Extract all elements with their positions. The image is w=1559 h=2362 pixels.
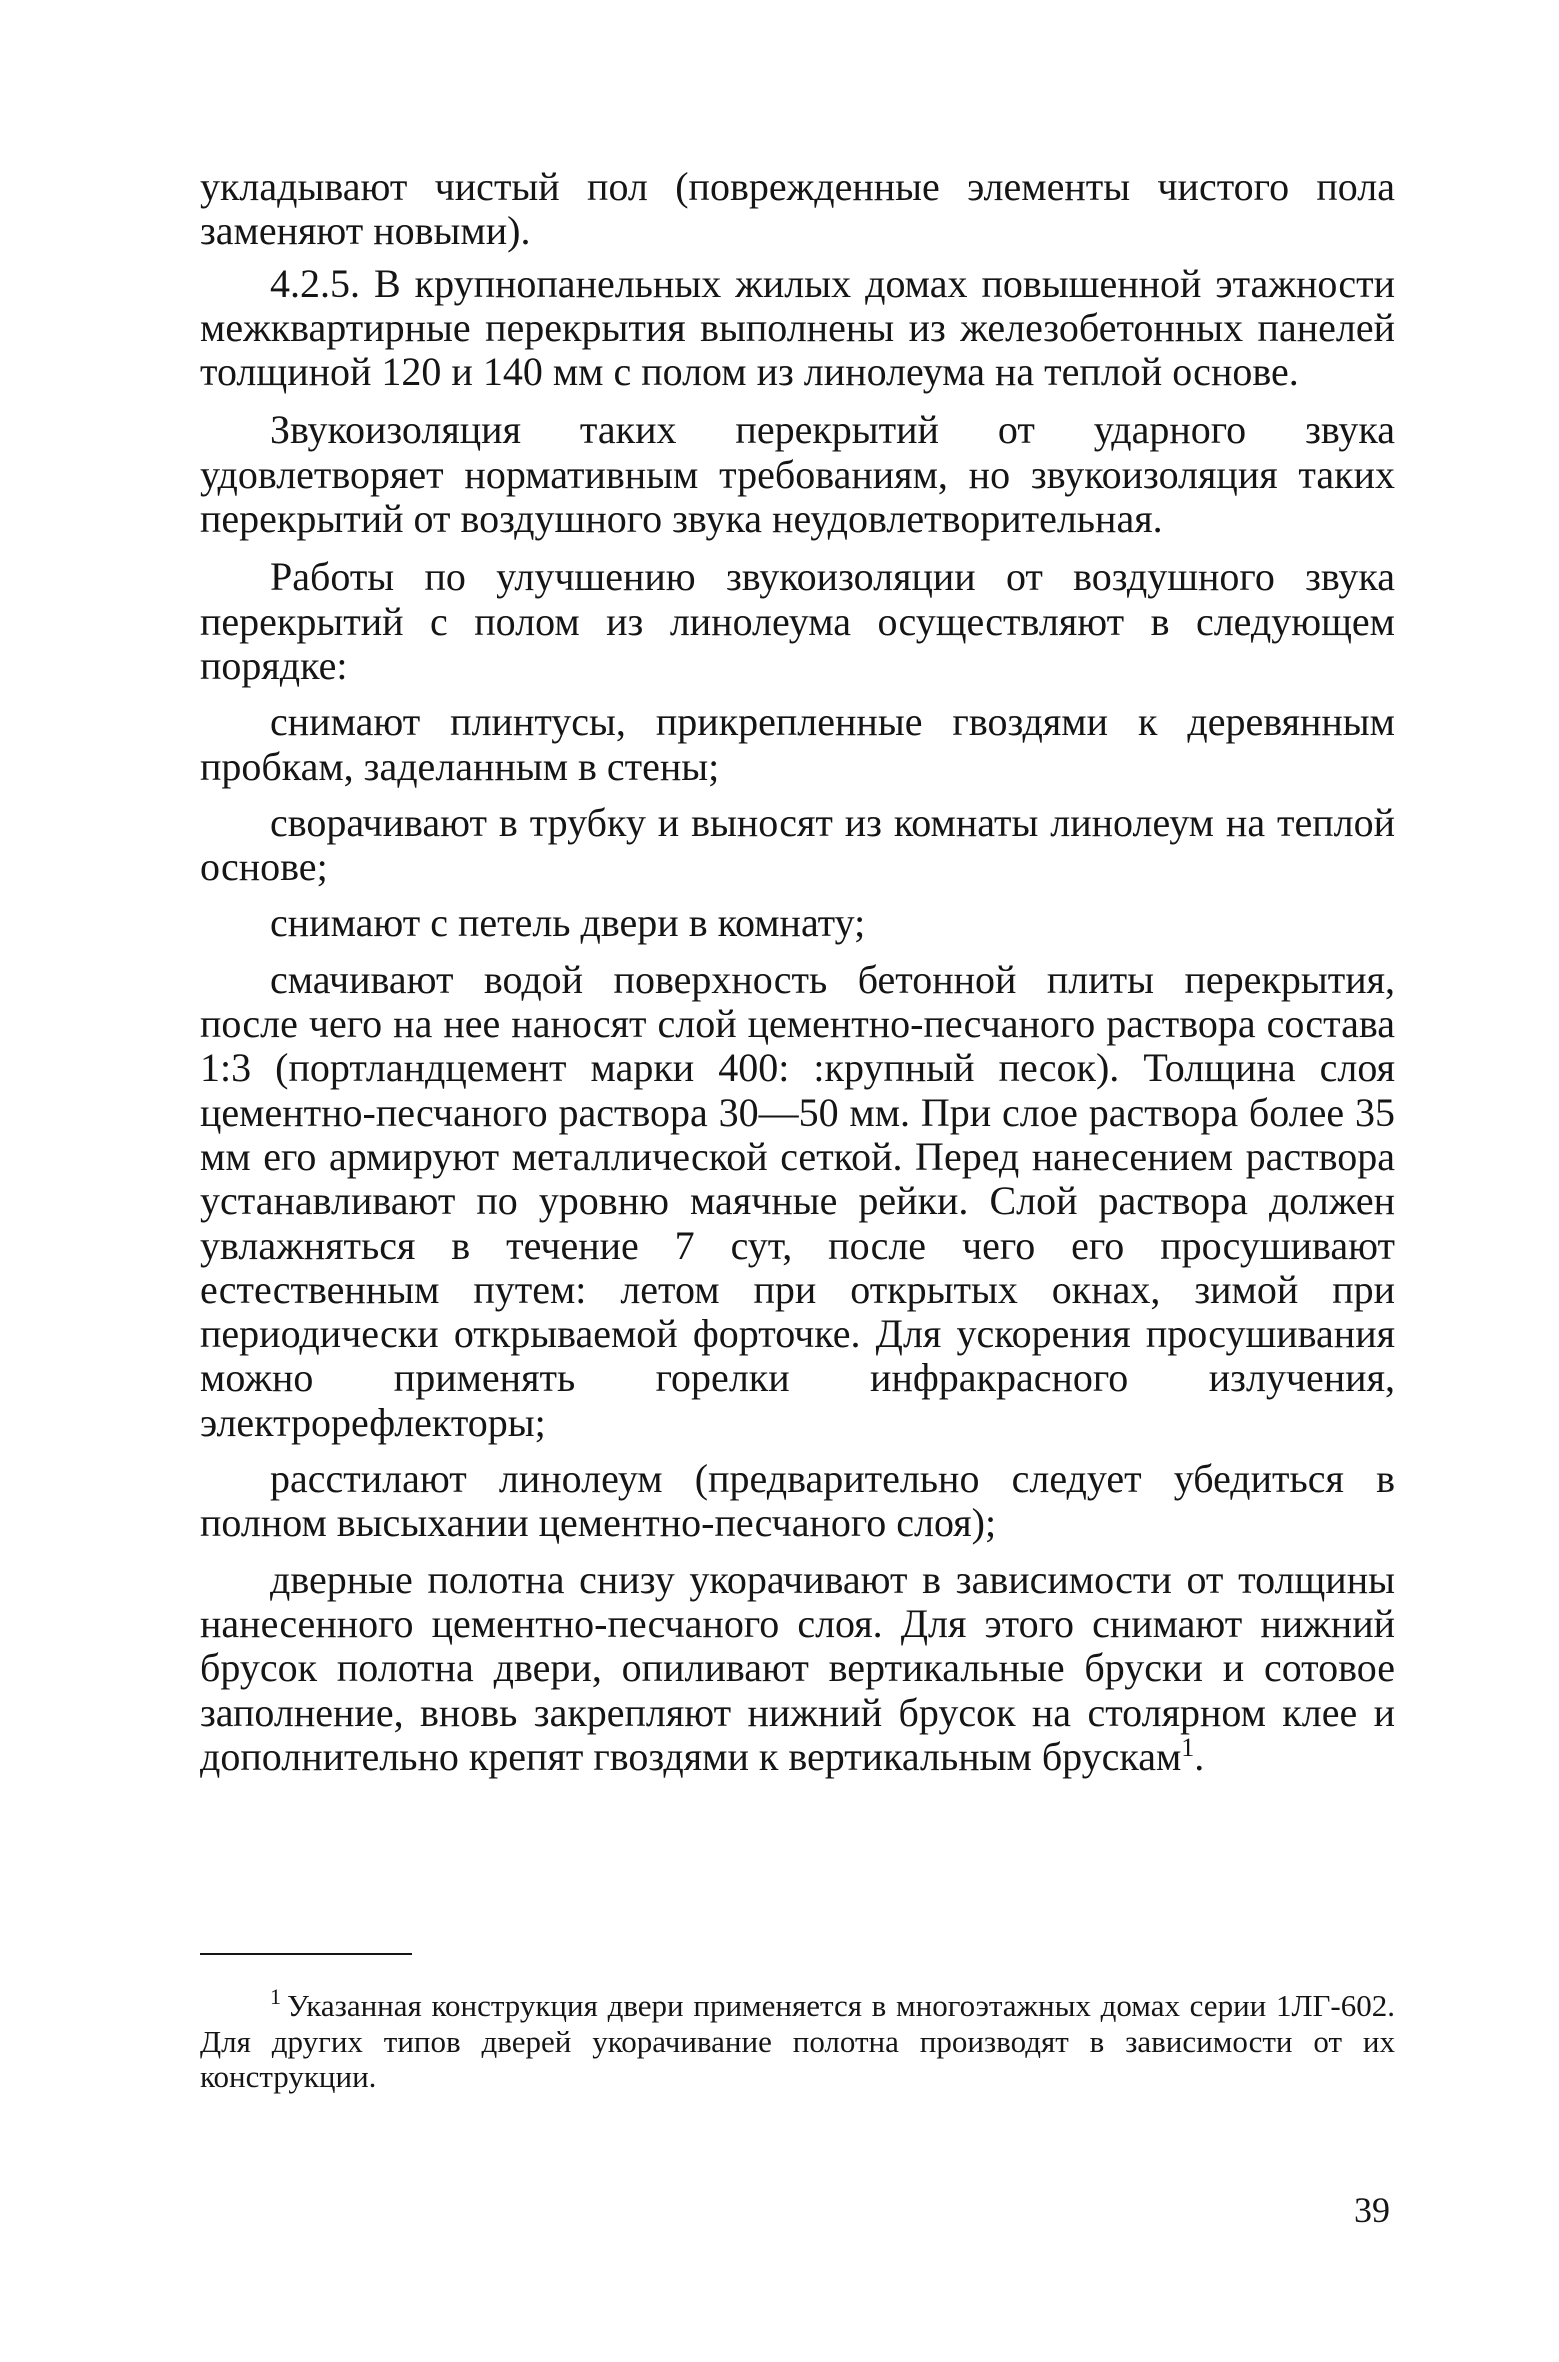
page-number: 39	[1354, 2190, 1390, 2230]
list-item-shorten-doors-text: дверные полотна снизу укорачивают в зависимости от толщины нанесенного цементно-песчаного слоя. Для этого снимают нижний брусок полотна двери, опиливают вертикальные бруски и сотовое заполнение, вновь закрепляют нижний брусок на столярном клее и дополнительно крепят гвоздями к вертикальным брускам	[200, 1556, 1395, 1779]
list-item-lay-linoleum: расстилают линолеум (предварительно следует убедиться в полном высыхании цементно-песчаного слоя);	[200, 1456, 1395, 1546]
footnote-text: Указанная конструкция двери применяется в многоэтажных домах серии 1ЛГ-602. Для других типов дверей укорачивание полотна производят в зависимости от их конструкции.	[200, 1988, 1395, 2094]
paragraph-continuation: укладывают чистый пол (поврежденные элементы чистого пола заменяют новыми).	[200, 164, 1395, 254]
list-item-remove-door: снимают с петель двери в комнату;	[270, 900, 866, 946]
list-item-remove-skirting: снимают плинтусы, прикрепленные гвоздями к деревянным пробкам, заделанным в стены;	[200, 699, 1395, 789]
paragraph-impact-sound: Звукоизоляция таких перекрытий от ударного звука удовлетворяет нормативным требованиям, но звукоизоляция таких перекрытий от воздушного звука неудовлетворительная.	[200, 407, 1395, 542]
footnote-divider	[200, 1953, 412, 1955]
list-item-roll-linoleum: сворачивают в трубку и выносят из комнаты линолеум на теплой основе;	[200, 799, 1395, 890]
footnote-mark: 1	[270, 1984, 281, 2009]
list-item-shorten-doors: дверные полотна снизу укорачивают в зависимости от толщины нанесенного цементно-песчаного слоя. Для этого снимают нижний брусок полотна двери, опиливают вертикальные бруски и сотовое заполнение, вновь закрепляют нижний брусок на столярном клее и дополнительно крепят гвоздями к вертикальным брускам$^1$.	[200, 1556, 1395, 1779]
paragraph-section-4-2-5: 4.2.5. В крупнопанельных жилых домах повышенной этажности межквартирные перекрытия выполнены из железобетонных панелей толщиной 120 и 140 мм с полом из линолеума на теплой основе.	[200, 260, 1395, 395]
list-item-cement-layer: смачивают водой поверхность бетонной плиты перекрытия, после чего на нее наносят слой цементно-песчаного раствора состава 1:3 (портландцемент марки 400: :крупный песок). Толщина слоя цементно-песчаного раствора 30—50 мм. При слое раствора более 35 мм его армируют металлической сеткой. Перед нанесением раствора устанавливают по уровню маячные рейки. Слой раствора должен увлажняться в течение 7 сут, после чего его просушивают естественным путем: летом при открытых окнах, зимой при периодически открываемой форточке. Для ускорения просушивания можно применять горелки инфракрасного излучения, электрорефлекторы;	[200, 956, 1395, 1445]
main-text	[200, 165, 1395, 1791]
paragraph-work-order: Работы по улучшению звукоизоляции от воздушного звука перекрытий с полом из линолеума осуществляют в следующем порядке:	[200, 554, 1395, 688]
footnote-reference: 1	[1181, 1732, 1195, 1762]
footnote	[200, 1984, 1395, 2095]
